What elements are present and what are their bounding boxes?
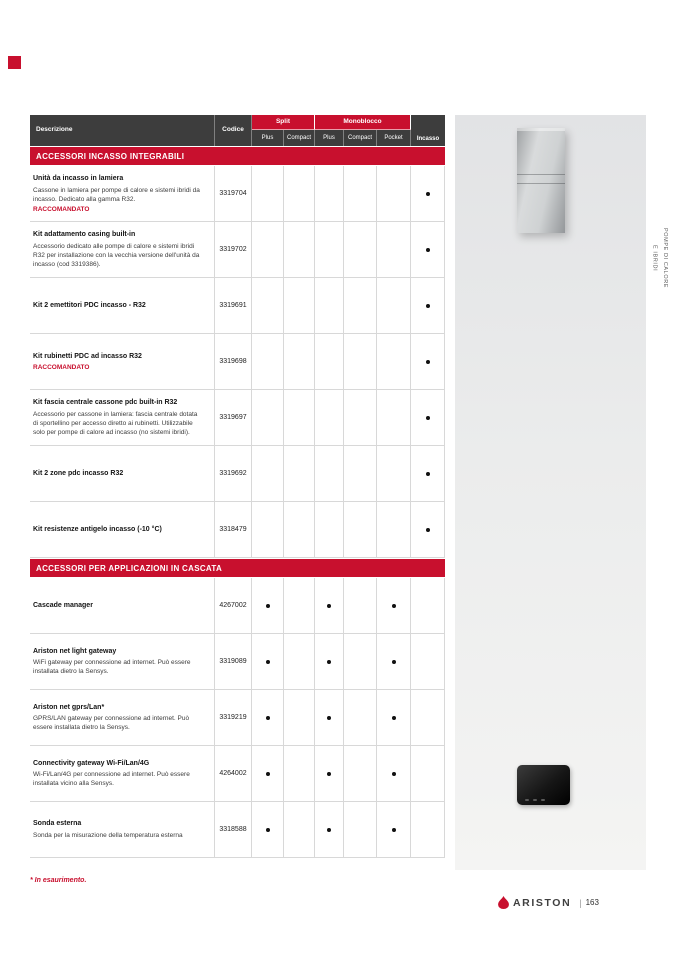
- availability-mono-compact: [344, 690, 377, 745]
- availability-dot: [327, 828, 331, 832]
- availability-dot: [266, 660, 270, 664]
- availability-dot: [392, 828, 396, 832]
- availability-incasso: [411, 222, 445, 277]
- availability-split-compact: [284, 502, 315, 557]
- availability-split-compact: [284, 222, 315, 277]
- availability-mono-plus: [315, 222, 344, 277]
- gateway-device-image: [517, 765, 570, 805]
- availability-mono-pocket: [377, 578, 411, 633]
- product-name: Unità da incasso in lamiera: [33, 175, 124, 183]
- product-code: 3319089: [215, 634, 252, 689]
- product-code: 3319702: [215, 222, 252, 277]
- product-panel: [455, 115, 646, 870]
- page-number: 163: [585, 898, 599, 907]
- side-tab-line2: E IBRIDI: [651, 244, 658, 272]
- availability-dot: [266, 604, 270, 608]
- cabinet-seam: [517, 174, 565, 175]
- footer-separator: |: [579, 897, 582, 908]
- table-row: [30, 446, 445, 502]
- availability-incasso: [411, 446, 445, 501]
- table-body: [30, 147, 445, 858]
- product-code: 3319704: [215, 166, 252, 221]
- availability-split-compact: [284, 578, 315, 633]
- availability-mono-pocket: [377, 166, 411, 221]
- availability-dot: [426, 472, 430, 476]
- product-name: Kit resistenze antigelo incasso (-10 °C): [33, 525, 162, 533]
- availability-split-plus: [252, 278, 284, 333]
- footer: [498, 896, 599, 909]
- availability-mono-plus: [315, 802, 344, 857]
- column-header-incasso: Incasso: [416, 136, 440, 142]
- product-code: 3318479: [215, 502, 252, 557]
- table-row: [30, 634, 445, 690]
- availability-dot: [426, 528, 430, 532]
- availability-incasso: [411, 802, 445, 857]
- availability-mono-compact: [344, 502, 377, 557]
- product-code: 4267002: [215, 578, 252, 633]
- column-group-monoblocco: Monoblocco: [315, 115, 411, 130]
- column-header-codice: Codice: [215, 115, 252, 146]
- availability-incasso: [411, 690, 445, 745]
- availability-mono-pocket: [377, 690, 411, 745]
- availability-mono-plus: [315, 334, 344, 389]
- availability-split-plus: [252, 690, 284, 745]
- availability-mono-pocket: [377, 334, 411, 389]
- availability-mono-pocket: [377, 446, 411, 501]
- ariston-flame-icon: [498, 896, 509, 909]
- side-tab-label: [649, 228, 670, 288]
- description-cell: [30, 166, 215, 221]
- table-row: [30, 278, 445, 334]
- description-cell: [30, 578, 215, 633]
- availability-incasso: [411, 166, 445, 221]
- availability-mono-plus: [315, 446, 344, 501]
- description-cell: [30, 278, 215, 333]
- availability-mono-pocket: [377, 502, 411, 557]
- column-header-mono-compact: Compact: [344, 130, 377, 146]
- column-header-mono-plus: Plus: [315, 130, 344, 146]
- table-header: [30, 115, 445, 146]
- availability-dot: [426, 248, 430, 252]
- availability-dot: [392, 772, 396, 776]
- availability-mono-compact: [344, 334, 377, 389]
- availability-dot: [426, 416, 430, 420]
- availability-split-plus: [252, 802, 284, 857]
- product-code: 3319691: [215, 278, 252, 333]
- description-cell: [30, 334, 215, 389]
- availability-mono-compact: [344, 746, 377, 801]
- page-corner-marker: [8, 56, 21, 69]
- availability-dot: [327, 772, 331, 776]
- availability-split-compact: [284, 634, 315, 689]
- product-description: WiFi gateway per connessione ad internet. Può essere installata dietro la Sensys.: [33, 659, 191, 676]
- availability-dot: [327, 716, 331, 720]
- availability-split-plus: [252, 578, 284, 633]
- product-code: 3319692: [215, 446, 252, 501]
- product-name: Kit rubinetti PDC ad incasso R32: [33, 353, 142, 361]
- product-code: 3319219: [215, 690, 252, 745]
- column-header-mono-pocket: Pocket: [377, 130, 411, 146]
- product-name: Connectivity gateway Wi-Fi/Lan/4G: [33, 759, 150, 767]
- product-description: Sonda per la misurazione della temperatura esterna: [33, 831, 183, 839]
- availability-dot: [266, 828, 270, 832]
- section-header: [30, 559, 445, 577]
- availability-mono-compact: [344, 222, 377, 277]
- availability-split-compact: [284, 746, 315, 801]
- column-header-split-compact: Compact: [284, 130, 315, 146]
- availability-mono-pocket: [377, 390, 411, 445]
- table-row: [30, 690, 445, 746]
- availability-mono-compact: [344, 278, 377, 333]
- availability-dot: [266, 716, 270, 720]
- product-code: 4264002: [215, 746, 252, 801]
- product-name: Ariston net light gateway: [33, 647, 117, 655]
- availability-mono-compact: [344, 166, 377, 221]
- availability-split-plus: [252, 746, 284, 801]
- availability-dot: [392, 604, 396, 608]
- availability-split-compact: [284, 690, 315, 745]
- availability-mono-pocket: [377, 278, 411, 333]
- table-row: [30, 222, 445, 278]
- availability-mono-plus: [315, 634, 344, 689]
- availability-mono-pocket: [377, 222, 411, 277]
- availability-split-plus: [252, 446, 284, 501]
- table-row: [30, 578, 445, 634]
- section-header: [30, 147, 445, 165]
- availability-mono-compact: [344, 390, 377, 445]
- product-name: Kit 2 zone pdc incasso R32: [33, 469, 124, 477]
- availability-mono-pocket: [377, 634, 411, 689]
- availability-dot: [426, 360, 430, 364]
- description-cell: [30, 746, 215, 801]
- availability-mono-plus: [315, 502, 344, 557]
- column-header-descrizione: Descrizione: [30, 115, 215, 146]
- product-name: Kit fascia centrale cassone pdc built-in R32: [33, 399, 178, 407]
- availability-mono-plus: [315, 166, 344, 221]
- footnote: * In esaurimento.: [30, 877, 87, 884]
- description-cell: [30, 222, 215, 277]
- availability-split-plus: [252, 166, 284, 221]
- description-cell: [30, 634, 215, 689]
- table-row: [30, 166, 445, 222]
- availability-incasso: [411, 502, 445, 557]
- recommended-badge: RACCOMANDATO: [33, 363, 90, 371]
- built-in-cabinet-image: [517, 128, 565, 233]
- product-name: Kit 2 emettitori PDC incasso - R32: [33, 301, 146, 309]
- availability-dot: [266, 772, 270, 776]
- description-cell: [30, 390, 215, 445]
- table-row: [30, 502, 445, 558]
- recommended-badge: RACCOMANDATO: [33, 205, 90, 213]
- availability-mono-compact: [344, 578, 377, 633]
- availability-dot: [392, 716, 396, 720]
- availability-mono-compact: [344, 634, 377, 689]
- availability-split-plus: [252, 222, 284, 277]
- availability-mono-compact: [344, 802, 377, 857]
- table-row: [30, 334, 445, 390]
- availability-split-plus: [252, 502, 284, 557]
- product-code: 3319698: [215, 334, 252, 389]
- availability-mono-plus: [315, 578, 344, 633]
- availability-split-compact: [284, 390, 315, 445]
- product-name: Sonda esterna: [33, 820, 82, 828]
- availability-mono-plus: [315, 390, 344, 445]
- availability-mono-pocket: [377, 746, 411, 801]
- availability-split-plus: [252, 390, 284, 445]
- availability-split-compact: [284, 446, 315, 501]
- product-description: GPRS/LAN gateway per connessione ad internet. Può essere installata dietro la Sensys.: [33, 715, 190, 732]
- description-cell: [30, 690, 215, 745]
- availability-dot: [426, 192, 430, 196]
- availability-incasso: [411, 578, 445, 633]
- availability-split-compact: [284, 278, 315, 333]
- table-row: [30, 390, 445, 446]
- availability-incasso: [411, 334, 445, 389]
- accessories-table: [30, 115, 445, 858]
- column-group-split: Split: [252, 115, 315, 130]
- product-code: 3319697: [215, 390, 252, 445]
- product-description: Wi-Fi/Lan/4G per connessione ad internet. Può essere installata vicino alla Sensys.: [33, 771, 190, 788]
- availability-mono-plus: [315, 690, 344, 745]
- availability-split-compact: [284, 334, 315, 389]
- availability-incasso: [411, 278, 445, 333]
- availability-dot: [327, 604, 331, 608]
- cabinet-highlight: [517, 128, 565, 131]
- table-row: [30, 802, 445, 858]
- description-cell: [30, 446, 215, 501]
- product-code: 3318588: [215, 802, 252, 857]
- gateway-ports: [525, 799, 545, 801]
- availability-split-compact: [284, 802, 315, 857]
- availability-split-compact: [284, 166, 315, 221]
- product-name: Kit adattamento casing built-in: [33, 231, 136, 239]
- table-row: [30, 746, 445, 802]
- column-header-split-plus: Plus: [252, 130, 284, 146]
- availability-mono-plus: [315, 746, 344, 801]
- product-name: Cascade manager: [33, 601, 93, 609]
- description-cell: [30, 802, 215, 857]
- availability-incasso: [411, 634, 445, 689]
- availability-dot: [327, 660, 331, 664]
- availability-incasso: [411, 746, 445, 801]
- section-title: ACCESSORI PER APPLICAZIONI IN CASCATA: [36, 563, 223, 573]
- availability-mono-plus: [315, 278, 344, 333]
- brand-logo-text: ARISTON: [513, 896, 572, 909]
- availability-dot: [392, 660, 396, 664]
- availability-dot: [426, 304, 430, 308]
- product-name: Ariston net gprs/Lan*: [33, 703, 105, 711]
- cabinet-seam: [517, 183, 565, 184]
- availability-split-plus: [252, 334, 284, 389]
- availability-split-plus: [252, 634, 284, 689]
- product-description: Cassone in lamiera per pompe di calore e sistemi ibridi da incasso. Dedicato alla gamma R32.: [33, 186, 200, 203]
- description-cell: [30, 502, 215, 557]
- side-tab-line1: POMPE DI CALORE: [661, 228, 668, 289]
- product-description: Accessorio dedicato alle pompe di calore e sistemi ibridi R32 per installazione con la vecchia versione dell'unità da incasso (cod 3319386).: [33, 242, 200, 268]
- availability-mono-compact: [344, 446, 377, 501]
- availability-incasso: [411, 390, 445, 445]
- product-description: Accessorio per cassone in lamiera: fascia centrale dotata di sportellino per accesso diretto ai rubinetti. Utilizzabile solo per pompe di calore ad incasso (no sistemi ibridi).: [33, 410, 198, 436]
- availability-mono-pocket: [377, 802, 411, 857]
- section-title: ACCESSORI INCASSO INTEGRABILI: [36, 151, 185, 161]
